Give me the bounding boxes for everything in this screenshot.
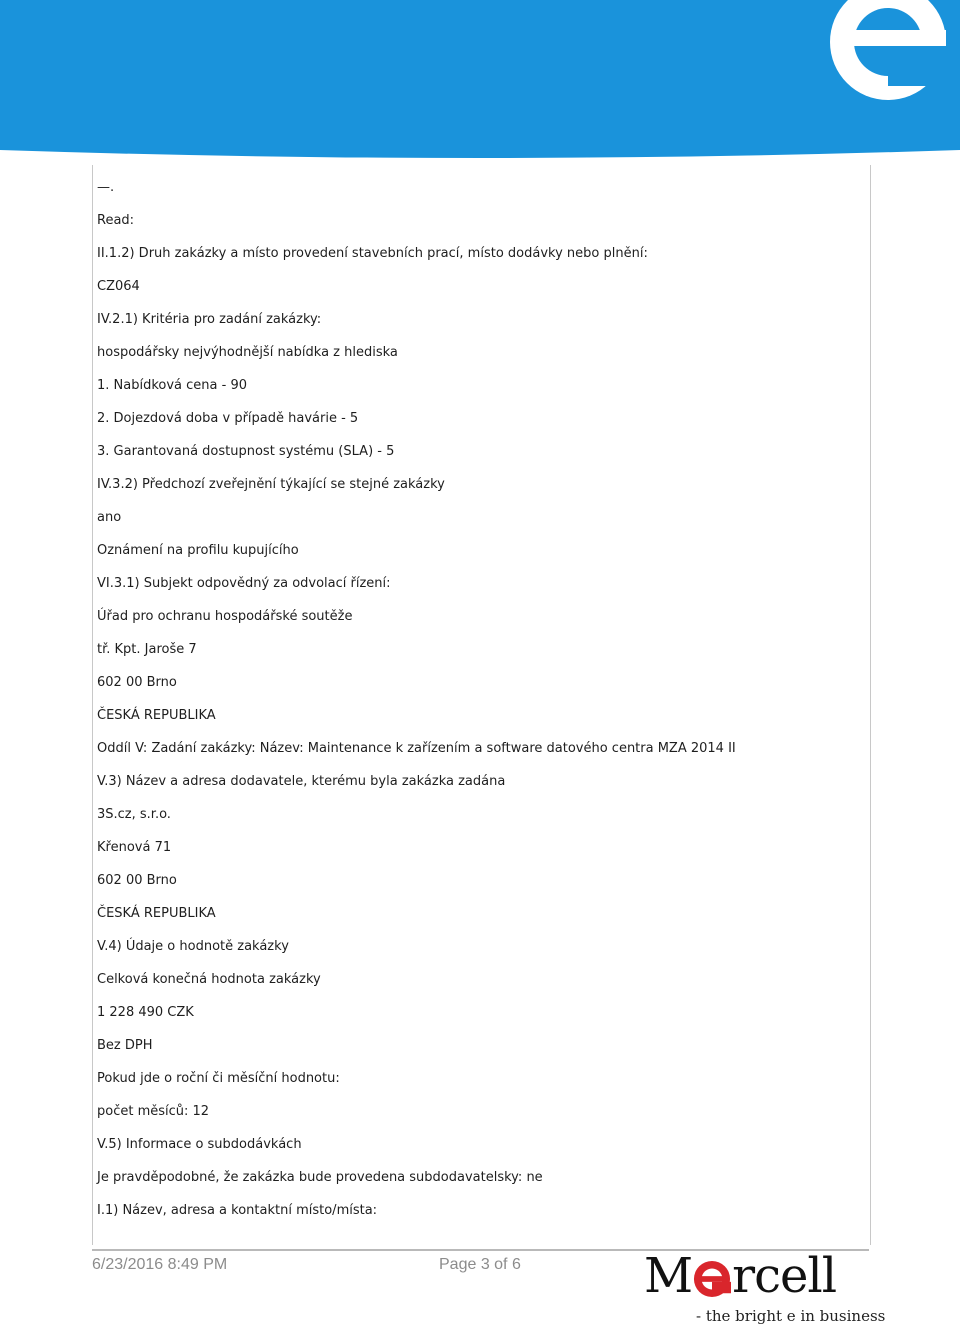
document-line: ČESKÁ REPUBLIKA bbox=[97, 906, 216, 921]
document-line: V.3) Název a adresa dodavatele, kterému byla zakázka zadána bbox=[97, 774, 506, 789]
marcell-e-icon bbox=[830, 0, 958, 100]
document-line: ČESKÁ REPUBLIKA bbox=[97, 708, 216, 723]
document-body bbox=[97, 177, 857, 1233]
document-line: Úřad pro ochranu hospodářské soutěže bbox=[97, 609, 353, 624]
document-line: počet měsíců: 12 bbox=[97, 1104, 210, 1119]
logo-wordmark bbox=[644, 1248, 836, 1304]
logo-tagline: - the bright e in business bbox=[696, 1307, 886, 1325]
document-line: 602 00 Brno bbox=[97, 675, 177, 690]
document-line: 1 228 490 CZK bbox=[97, 1005, 194, 1020]
logo-letters-rcell: rcell bbox=[732, 1248, 837, 1304]
header-band bbox=[0, 0, 960, 160]
document-line: V.5) Informace o subdodávkách bbox=[97, 1137, 302, 1152]
document-line: I.1) Název, adresa a kontaktní místo/místa: bbox=[97, 1203, 378, 1218]
document-line: 2. Dojezdová doba v případě havárie - 5 bbox=[97, 411, 359, 426]
logo-letter-m: M bbox=[644, 1248, 693, 1304]
document-line: 3S.cz, s.r.o. bbox=[97, 807, 171, 822]
document-line: hospodářsky nejvýhodnější nabídka z hlediska bbox=[97, 345, 398, 360]
footer-page-number: Page 3 of 6 bbox=[439, 1256, 521, 1273]
document-line: Křenová 71 bbox=[97, 840, 172, 855]
document-line: Je pravděpodobné, že zakázka bude provedena subdodavatelsky: ne bbox=[97, 1170, 543, 1185]
document-line: CZ064 bbox=[97, 279, 140, 294]
document-line: V.4) Údaje o hodnotě zakázky bbox=[97, 939, 289, 954]
document-line: Bez DPH bbox=[97, 1038, 153, 1053]
document-line: —. bbox=[97, 180, 115, 195]
document-line: IV.3.2) Předchozí zveřejnění týkající se stejné zakázky bbox=[97, 477, 445, 492]
document-line: Read: bbox=[97, 213, 135, 228]
document-line: ano bbox=[97, 510, 122, 525]
document-line: Oddíl V: Zadání zakázky: Název: Maintenance k zařízením a software datového centra MZA 2014 II bbox=[97, 741, 736, 756]
document-line: IV.2.1) Kritéria pro zadání zakázky: bbox=[97, 312, 322, 327]
document-line: Celková konečná hodnota zakázky bbox=[97, 972, 321, 987]
document-line: 1. Nabídková cena - 90 bbox=[97, 378, 248, 393]
document-line: 602 00 Brno bbox=[97, 873, 177, 888]
logo-e-icon bbox=[693, 1260, 731, 1298]
marcell-logo bbox=[640, 1248, 886, 1328]
footer-date: 6/23/2016 8:49 PM bbox=[92, 1256, 228, 1273]
header-graphic bbox=[0, 0, 960, 160]
header-background bbox=[0, 0, 960, 158]
document-line: Oznámení na profilu kupujícího bbox=[97, 543, 299, 558]
document-line: II.1.2) Druh zakázky a místo provedení stavebních prací, místo dodávky nebo plnění: bbox=[97, 246, 648, 261]
document-line: 3. Garantovaná dostupnost systému (SLA) - 5 bbox=[97, 444, 395, 459]
document-line: VI.3.1) Subjekt odpovědný za odvolací řízení: bbox=[97, 576, 391, 591]
document-line: Pokud jde o roční či měsíční hodnotu: bbox=[97, 1071, 340, 1086]
document-line: tř. Kpt. Jaroše 7 bbox=[97, 642, 197, 657]
